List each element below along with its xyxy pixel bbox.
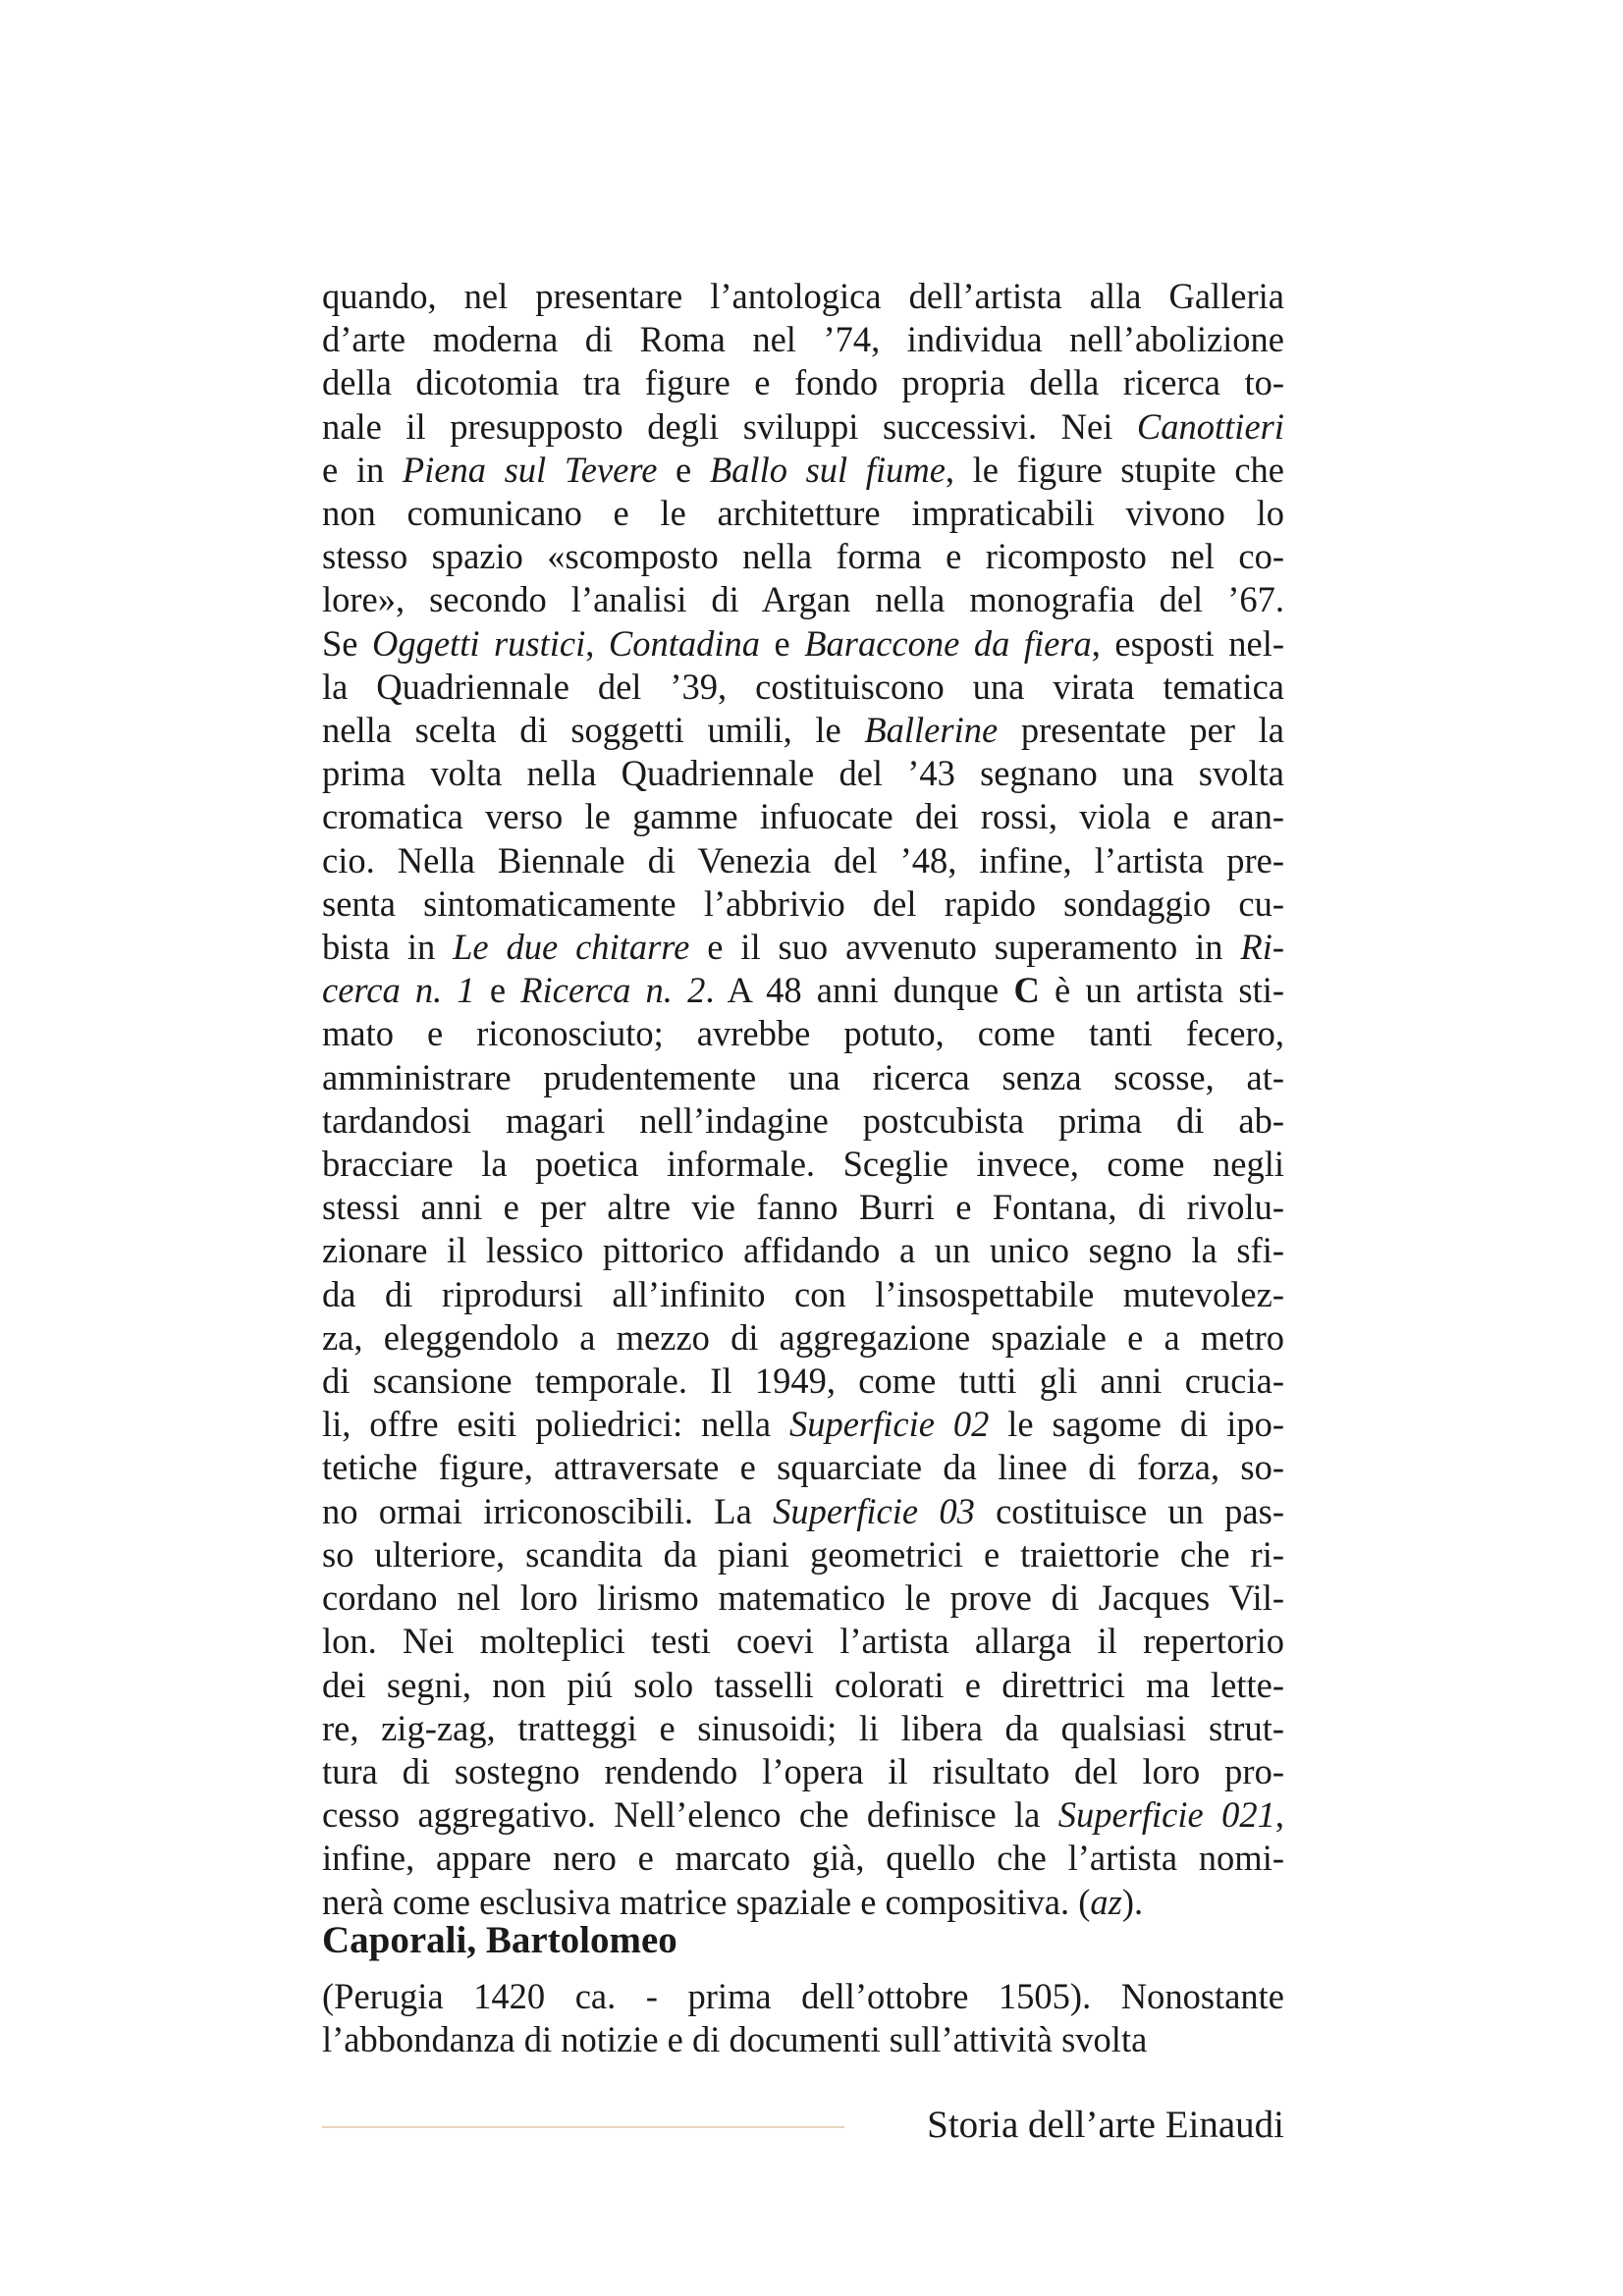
body-line bbox=[322, 1707, 1284, 1750]
text-run: senta sintomaticamente l’abbrivio del rapido sondaggio cu- bbox=[322, 882, 1284, 924]
body-line bbox=[322, 405, 1284, 449]
body-line bbox=[322, 1273, 1284, 1316]
text-run: so ulteriore, scandita da piani geometrici e traiettorie che ri- bbox=[322, 1533, 1284, 1575]
italic-title: Superficie 02 bbox=[788, 1404, 990, 1445]
footer-divider bbox=[322, 2126, 844, 2128]
entry-line bbox=[322, 2018, 1284, 2061]
text-run: l’abbondanza di notizie e di documenti sull’attività svolta bbox=[322, 2019, 1148, 2060]
italic-title: Piena sul Tevere bbox=[402, 449, 658, 490]
italic-title: Superficie 021 bbox=[1057, 1794, 1275, 1836]
text-run: lon. Nei molteplici testi coevi l’artista allarga il repertorio bbox=[322, 1621, 1284, 1662]
text-run: za, eleggendolo a mezzo di aggregazione spaziale e a metro bbox=[322, 1316, 1284, 1358]
text-run: cordano nel loro lirismo matematico le prove di Jacques Vil- bbox=[322, 1577, 1284, 1619]
body-line bbox=[322, 361, 1284, 404]
text-run: bracciare la poetica informale. Sceglie invece, come negli bbox=[322, 1144, 1284, 1185]
body-line bbox=[322, 882, 1284, 926]
text-run: ). bbox=[1121, 1881, 1144, 1922]
body-line bbox=[322, 1533, 1284, 1576]
text-run: Se bbox=[322, 622, 372, 664]
text-run: dei segni, non piú solo tasselli colorati e direttrici ma lette- bbox=[322, 1664, 1284, 1705]
bold-initial: C bbox=[1013, 970, 1040, 1011]
body-line bbox=[322, 1186, 1284, 1229]
text-run: nella scelta di soggetti umili, le bbox=[322, 710, 865, 751]
body-line bbox=[322, 1099, 1284, 1143]
entry-text bbox=[322, 1975, 1284, 2061]
body-line bbox=[322, 839, 1284, 882]
text-run: cio. Nella Biennale di Venezia del ’48, infine, l’artista pre- bbox=[322, 839, 1284, 881]
text-run: di scansione temporale. Il 1949, come tutti gli anni crucia- bbox=[322, 1361, 1284, 1402]
text-run: della dicotomia tra figure e fondo propria della ricerca to- bbox=[322, 362, 1284, 403]
text-run: , bbox=[1274, 1794, 1284, 1836]
italic-title: Baraccone da fiera bbox=[804, 622, 1092, 664]
italic-title: Ballerine bbox=[864, 710, 999, 751]
text-run: lore», secondo l’analisi di Argan nella monografia del ’67. bbox=[322, 579, 1284, 620]
body-line bbox=[322, 1403, 1284, 1446]
italic-title: Oggetti rustici bbox=[372, 622, 586, 664]
body-line bbox=[322, 1837, 1284, 1880]
body-line bbox=[322, 1576, 1284, 1620]
body-line bbox=[322, 926, 1284, 969]
body-line bbox=[322, 709, 1284, 752]
text-run: mato e riconosciuto; avrebbe potuto, come tanti fecero, bbox=[322, 1013, 1284, 1054]
body-line bbox=[322, 578, 1284, 621]
italic-title: Le due chitarre bbox=[453, 927, 690, 968]
text-run: tura di sostegno rendendo l’opera il risultato del loro pro- bbox=[322, 1750, 1284, 1791]
text-run: cesso aggregativo. Nell’elenco che definisce la bbox=[322, 1794, 1058, 1836]
italic-title: Ricerca n. 2 bbox=[520, 970, 706, 1011]
body-line bbox=[322, 1012, 1284, 1055]
text-run: è un artista sti- bbox=[1039, 970, 1285, 1011]
text-run: no ormai irriconoscibili. La bbox=[322, 1490, 774, 1531]
body-line bbox=[322, 1316, 1284, 1360]
body-line bbox=[322, 1793, 1284, 1837]
text-run: la Quadriennale del ’39, costituiscono una virata tematica bbox=[322, 666, 1284, 707]
italic-title: Superficie 03 bbox=[773, 1490, 975, 1531]
body-line bbox=[322, 622, 1284, 666]
body-line bbox=[322, 1620, 1284, 1663]
text-run: le sagome di ipo- bbox=[989, 1404, 1285, 1445]
text-run: infine, appare nero e marcato già, quello che l’artista nomi- bbox=[322, 1838, 1284, 1879]
text-run: costituisce un pas- bbox=[974, 1490, 1284, 1531]
text-run: e bbox=[760, 622, 805, 664]
text-run: presentate per la bbox=[998, 710, 1284, 751]
text-run: , esposti nel- bbox=[1091, 622, 1285, 664]
italic-title: Contadina bbox=[608, 622, 761, 664]
body-line bbox=[322, 752, 1284, 795]
text-run: zionare il lessico pittorico affidando a un unico segno la sfi- bbox=[322, 1230, 1284, 1271]
text-run: e il suo avvenuto superamento in bbox=[689, 927, 1241, 968]
footer-publication-title: Storia dell’arte Einaudi bbox=[927, 2104, 1284, 2146]
text-run: d’arte moderna di Roma nel ’74, individua nell’abolizione bbox=[322, 319, 1284, 360]
text-run: prima volta nella Quadriennale del ’43 segnano una svolta bbox=[322, 753, 1284, 794]
text-run: e bbox=[474, 970, 521, 1011]
text-run: li, offre esiti poliedrici: nella bbox=[322, 1404, 789, 1445]
body-line bbox=[322, 1664, 1284, 1707]
text-run: quando, nel presentare l’antologica dell’artista alla Galleria bbox=[322, 276, 1284, 316]
italic-title: Canottieri bbox=[1136, 405, 1284, 447]
text-run: tardandosi magari nell’indagine postcubista prima di ab- bbox=[322, 1099, 1284, 1141]
body-line bbox=[322, 1360, 1284, 1403]
body-line bbox=[322, 969, 1284, 1012]
entry-line bbox=[322, 1975, 1284, 2018]
text-run: e in bbox=[322, 449, 403, 490]
text-run: , le figure stupite che bbox=[945, 449, 1284, 490]
text-run: stessi anni e per altre vie fanno Burri e Fontana, di rivolu- bbox=[322, 1187, 1284, 1228]
body-line bbox=[322, 1143, 1284, 1186]
text-run: . A 48 anni dunque bbox=[705, 970, 1014, 1011]
italic-title: cerca n. 1 bbox=[322, 970, 475, 1011]
body-line bbox=[322, 449, 1284, 492]
text-run: nerà come esclusiva matrice spaziale e compositiva. ( bbox=[322, 1881, 1091, 1922]
entry-heading: Caporali, Bartolomeo bbox=[322, 1919, 677, 1961]
body-line bbox=[322, 1490, 1284, 1533]
text-run: cromatica verso le gamme infuocate dei rossi, viola e aran- bbox=[322, 796, 1284, 837]
italic-title: Ballo sul fiume bbox=[709, 449, 946, 490]
italic-title: az bbox=[1090, 1881, 1122, 1922]
text-run: nale il presupposto degli sviluppi successivi. Nei bbox=[322, 405, 1137, 447]
body-line bbox=[322, 795, 1284, 838]
text-run: da di riprodursi all’infinito con l’insospettabile mutevolez- bbox=[322, 1273, 1284, 1314]
text-run: re, zig-zag, tratteggi e sinusoidi; li libera da qualsiasi strut- bbox=[322, 1707, 1284, 1748]
text-run: , bbox=[585, 622, 609, 664]
body-line bbox=[322, 492, 1284, 535]
body-line bbox=[322, 275, 1284, 318]
body-line bbox=[322, 535, 1284, 578]
text-run: tetiche figure, attraversate e squarciate da linee di forza, so- bbox=[322, 1447, 1284, 1488]
body-text bbox=[322, 275, 1284, 1924]
body-line bbox=[322, 666, 1284, 709]
body-line bbox=[322, 1750, 1284, 1793]
body-line bbox=[322, 1446, 1284, 1489]
text-run: bista in bbox=[322, 927, 454, 968]
text-run: e bbox=[657, 449, 710, 490]
body-line bbox=[322, 318, 1284, 361]
italic-title: Ri- bbox=[1240, 927, 1284, 968]
text-run: amministrare prudentemente una ricerca senza scosse, at- bbox=[322, 1056, 1284, 1097]
text-run: stesso spazio «scomposto nella forma e ricomposto nel co- bbox=[322, 536, 1284, 577]
text-run: (Perugia 1420 ca. - prima dell’ottobre 1505). Nonostante bbox=[322, 1976, 1284, 2016]
text-run: non comunicano e le architetture impraticabili vivono lo bbox=[322, 493, 1284, 534]
body-line bbox=[322, 1229, 1284, 1272]
body-line bbox=[322, 1056, 1284, 1099]
